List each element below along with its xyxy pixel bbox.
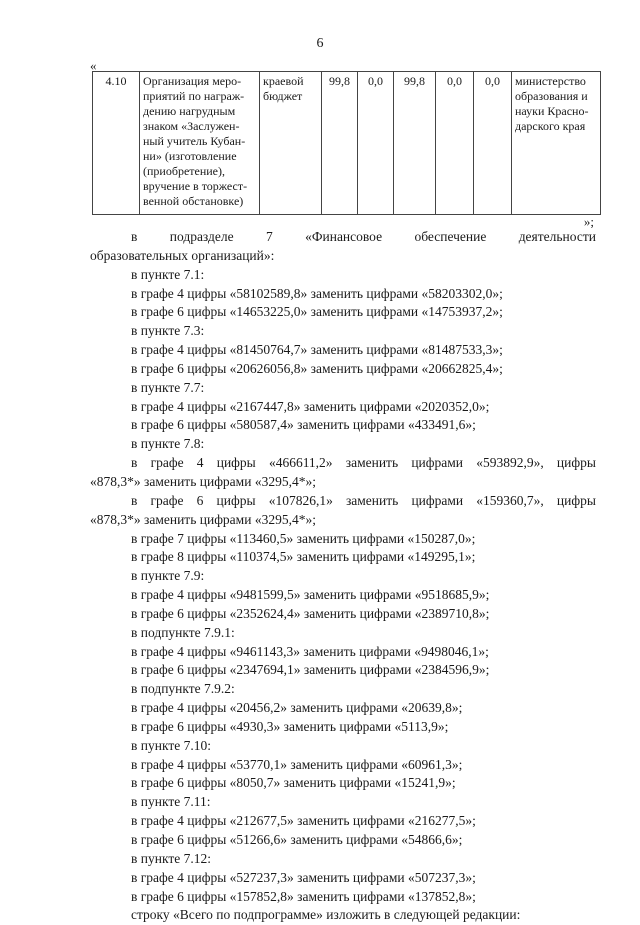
amendment-line: в графе 4 цифры «212677,5» заменить цифрами «216277,5»;: [90, 812, 596, 831]
amendment-line: в пункте 7.7:: [90, 379, 596, 398]
clause-7-8-col4-continuation: «878,3*» заменить цифрами «3295,4*»;: [90, 473, 596, 492]
word: в: [131, 492, 137, 511]
amendment-line: в графе 4 цифры «53770,1» заменить цифрами «60961,3»;: [90, 756, 596, 775]
executor: министерство образования и науки Красно- дарского края: [512, 72, 601, 215]
value-cell: 99,8: [322, 72, 358, 215]
amendment-line: в пункте 7.11:: [90, 793, 596, 812]
row-number: 4.10: [93, 72, 140, 215]
amendment-line: в графе 4 цифры «58102589,8» заменить цифрами «58203302,0»;: [90, 285, 596, 304]
word: цифры: [557, 492, 596, 511]
amendment-line: в пункте 7.9:: [90, 567, 596, 586]
word: «107826,1»: [269, 492, 333, 511]
page-number: 6: [0, 36, 640, 52]
open-quote: «: [90, 58, 97, 74]
close-quote: »;: [584, 214, 594, 230]
amendment-line: в подпункте 7.9.1:: [90, 624, 596, 643]
amendment-line: в графе 4 цифры «81450764,7» заменить цифрами «81487533,3»;: [90, 341, 596, 360]
amendment-list: [90, 530, 596, 925]
word: 4: [197, 454, 204, 473]
word: деятельности: [519, 228, 596, 247]
amendment-line: в графе 7 цифры «113460,5» заменить цифрами «150287,0»;: [90, 530, 596, 549]
value-cell: 0,0: [474, 72, 512, 215]
amendment-line: в графе 6 цифры «20626056,8» заменить цифрами «20662825,4»;: [90, 360, 596, 379]
word: 7: [266, 228, 273, 247]
amendment-line: в графе 6 цифры «8050,7» заменить цифрами «15241,9»;: [90, 774, 596, 793]
amendment-line: в графе 4 цифры «9461143,3» заменить цифрами «9498046,1»;: [90, 643, 596, 662]
amendment-line: в пункте 7.12:: [90, 850, 596, 869]
word: цифрами: [411, 492, 463, 511]
amendment-line: в графе 6 цифры «14653225,0» заменить цифрами «14753937,2»;: [90, 303, 596, 322]
amendment-line: в пункте 7.3:: [90, 322, 596, 341]
word: «466611,2»: [269, 454, 333, 473]
amendment-line: в подпункте 7.9.2:: [90, 680, 596, 699]
word: заменить: [346, 454, 398, 473]
amendment-line: в графе 6 цифры «157852,8» заменить цифрами «137852,8»;: [90, 888, 596, 907]
amendment-line: в графе 6 цифры «51266,6» заменить цифрами «54866,6»;: [90, 831, 596, 850]
word: графе: [151, 492, 184, 511]
word: цифры: [557, 454, 596, 473]
word: «Финансовое: [305, 228, 382, 247]
amendment-line: в графе 4 цифры «20456,2» заменить цифрами «20639,8»;: [90, 699, 596, 718]
intro-continuation: образовательных организаций»:: [90, 247, 596, 266]
clause-7-8-col4-line: [90, 454, 596, 473]
amendment-line: в пункте 7.8:: [90, 435, 596, 454]
amendment-list: [90, 266, 596, 454]
amendment-line: в графе 6 цифры «580587,4» заменить цифрами «433491,6»;: [90, 416, 596, 435]
amendment-line: строку «Всего по подпрограмме» изложить в следующей редакции:: [90, 906, 596, 925]
amendment-text: [90, 228, 596, 925]
word: в: [131, 228, 137, 247]
word: «593892,9»,: [476, 454, 544, 473]
value-cell: 0,0: [358, 72, 394, 215]
word: обеспечение: [414, 228, 486, 247]
value-cell: 99,8: [394, 72, 436, 215]
clause-7-8-col6-continuation: «878,3*» заменить цифрами «3295,4*»;: [90, 511, 596, 530]
funding-source: краевой бюджет: [260, 72, 322, 215]
intro-line: [90, 228, 596, 247]
word: цифры: [217, 492, 256, 511]
word: в: [131, 454, 137, 473]
amendment-line: в графе 6 цифры «2352624,4» заменить цифрами «2389710,8»;: [90, 605, 596, 624]
value-cell: 0,0: [436, 72, 474, 215]
amendment-line: в графе 6 цифры «4930,3» заменить цифрами «5113,9»;: [90, 718, 596, 737]
measure-description: Организация меро- приятий по награж- дению нагрудным знаком «Заслужен- ный учитель Кубан- ни» (изготовление (приобретение), вручение в торжест- венной обстановке): [140, 72, 260, 215]
amendment-line: в графе 4 цифры «527237,3» заменить цифрами «507237,3»;: [90, 869, 596, 888]
word: графе: [151, 454, 184, 473]
amendment-line: в пункте 7.1:: [90, 266, 596, 285]
word: цифры: [217, 454, 256, 473]
amendment-line: в пункте 7.10:: [90, 737, 596, 756]
table-row: [93, 72, 601, 215]
amendment-line: в графе 4 цифры «2167447,8» заменить цифрами «2020352,0»;: [90, 398, 596, 417]
program-table: [92, 71, 601, 215]
word: подразделе: [170, 228, 234, 247]
word: заменить: [346, 492, 398, 511]
clause-7-8-col6-line: [90, 492, 596, 511]
word: цифрами: [411, 454, 463, 473]
word: «159360,7»,: [476, 492, 544, 511]
amendment-line: в графе 4 цифры «9481599,5» заменить цифрами «9518685,9»;: [90, 586, 596, 605]
amendment-line: в графе 8 цифры «110374,5» заменить цифрами «149295,1»;: [90, 548, 596, 567]
amendment-line: в графе 6 цифры «2347694,1» заменить цифрами «2384596,9»;: [90, 661, 596, 680]
word: 6: [197, 492, 204, 511]
